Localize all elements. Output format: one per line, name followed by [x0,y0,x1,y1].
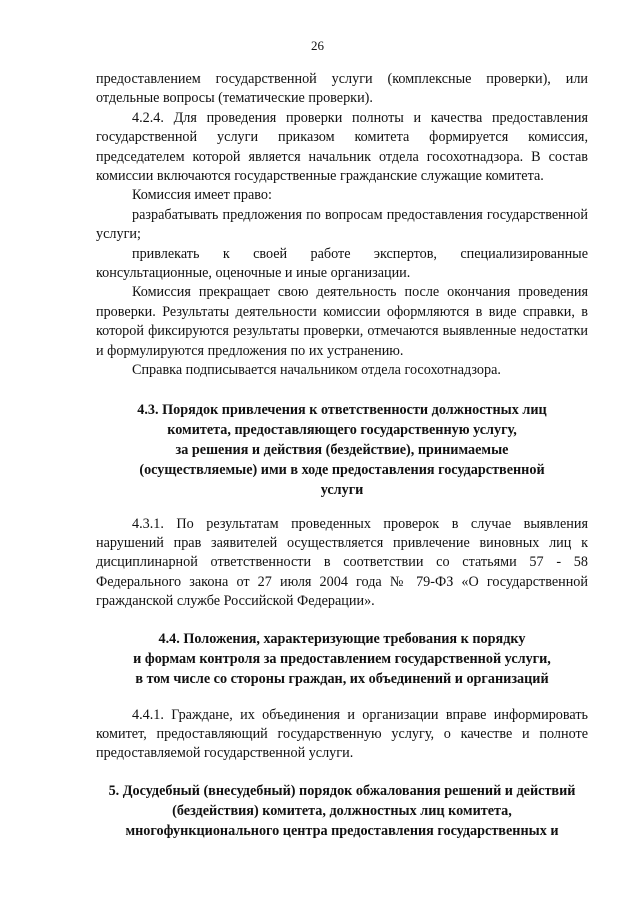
heading-line: в том числе со стороны граждан, их объединений и организаций [135,670,549,687]
section-heading-4-3 [96,400,588,500]
section-heading-4-4 [96,629,588,689]
heading-line: (осуществляемые) ими в ходе предоставления государственной [139,461,545,478]
heading-line: комитета, предоставляющего государственную услугу, [167,421,517,438]
document-body [96,70,588,841]
paragraph: Комиссия прекращает свою деятельность после окончания проведения проверки. Результаты деятельности комиссии оформляются в виде справки, в которой фиксируются результаты проверки, отмечаются выявленные недостатки и формулируются предложения по их устранению. [96,284,588,359]
heading-line: многофункционального центра предоставления государственных и [125,822,559,839]
section-heading-5 [96,781,588,841]
paragraph: 4.3.1. По результатам проведенных проверок в случае выявления нарушений прав заявителей осуществляется привлечение виновных лиц к дисциплинарной ответственности в соответствии со статьями 57 - 58 Федерального закона от 27 июля 2004 года № 79-ФЗ «О государственной гражданской службе Российской Федерации». [96,515,588,610]
paragraph: Справка подписывается начальником отдела госохотнадзора. [132,362,501,379]
heading-line: услуги [320,481,364,498]
paragraph: 4.4.1. Граждане, их объединения и организации вправе информировать комитет, предоставляющий государственную услугу, о качестве и полноте предоставляемой государственной услуги. [96,706,588,762]
paragraph: привлекать к своей работе экспертов, специализированные консультационные, оценочные и иные организации. [96,245,588,282]
paragraph: Комиссия имеет право: [132,187,272,204]
heading-line: 4.3. Порядок привлечения к ответственности должностных лиц [137,401,547,418]
paragraph: разрабатывать предложения по вопросам предоставления государственной услуги; [96,206,588,243]
heading-line: за решения и действия (бездействие), принимаемые [175,441,509,458]
heading-line: (бездействия) комитета, должностных лиц комитета, [172,802,512,819]
heading-line: 4.4. Положения, характеризующие требования к порядку [158,630,526,647]
paragraph: 4.2.4. Для проведения проверки полноты и качества предоставления государственной услуги приказом комитета формируется комиссия, председателем которой является начальник отдела госохотнадзора. В состав комиссии включаются государственные гражданские служащие комитета. [96,109,588,185]
paragraph: предоставлением государственной услуги (комплексные проверки), или отдельные вопросы (тематические проверки). [96,71,588,107]
heading-line: 5. Досудебный (внесудебный) порядок обжалования решений и действий [108,782,576,799]
page-number: 26 [311,38,324,53]
heading-line: и формам контроля за предоставлением государственной услуги, [133,650,551,667]
